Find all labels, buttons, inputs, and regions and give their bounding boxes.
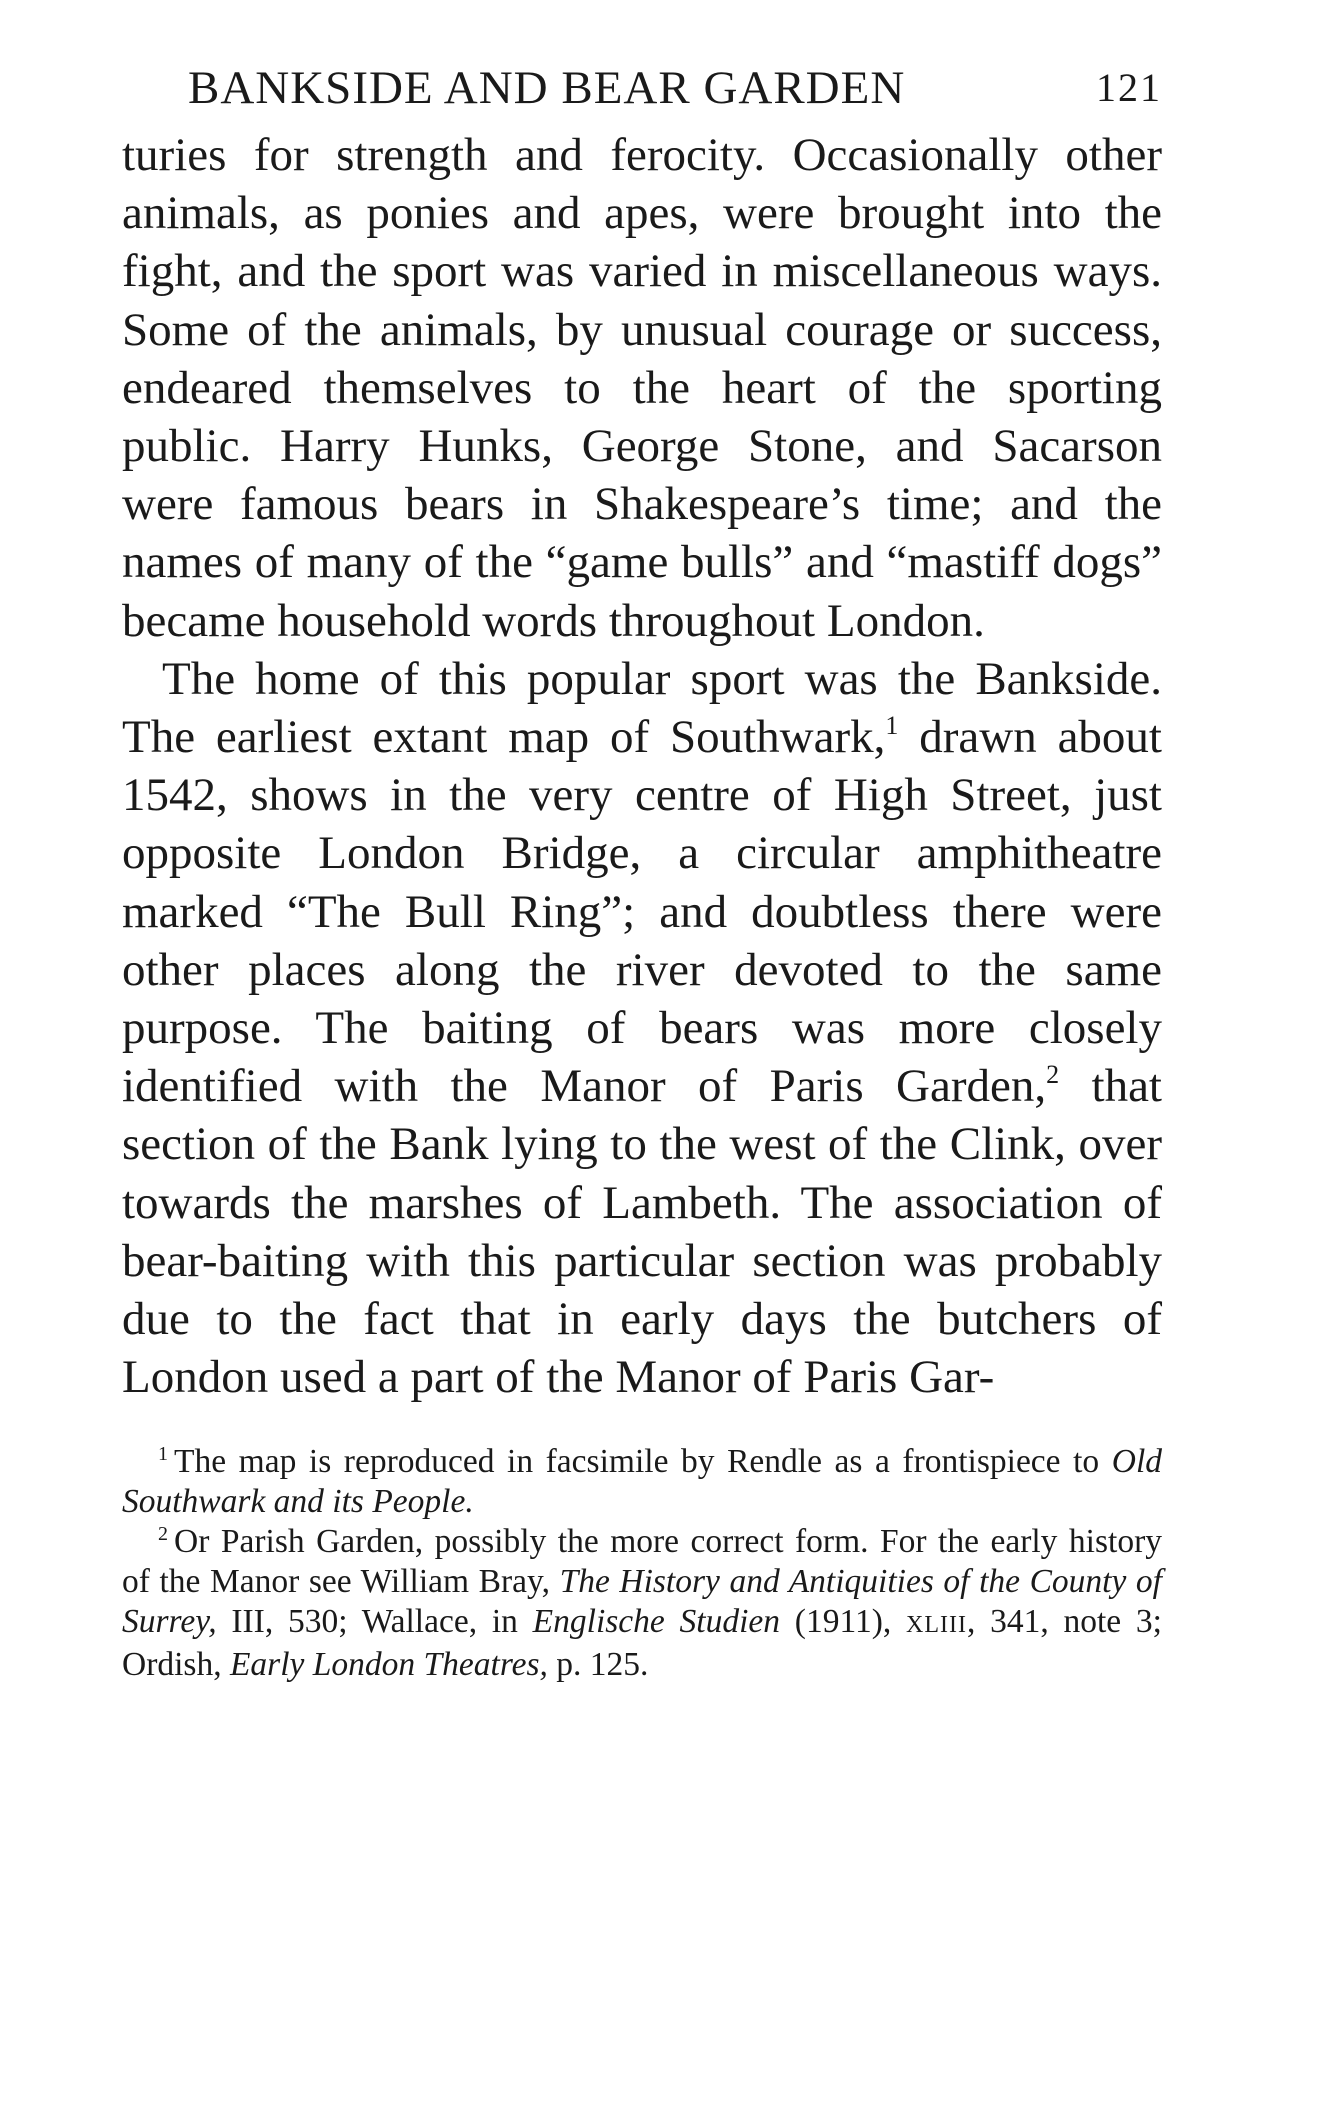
paragraph-2-part-3: that section of the Bank lying to the west of the Clink, over towards the marshes of Lambeth. The association of bear-baiting with this particular section was probably due to the fact that in early days the butchers of London used a part of the Manor of Paris Gar-: [122, 1060, 1162, 1404]
footnote-2-text-c: (1911),: [780, 1603, 906, 1641]
footnote-2-title-d: Early London Theatres,: [229, 1646, 548, 1684]
footnote-2-text-e: p. 125.: [547, 1646, 649, 1684]
footnotes: [122, 1442, 1162, 1685]
paragraph-2-part-2: drawn about 1542, shows in the very centre of High Street, just opposite London Bridge, a circular amphitheatre marked “The Bull Ring”; and doubtless there were other places along the river devoted to the same purpose. The baiting of bears was more closely identified with the Manor of Paris Garden,: [122, 711, 1162, 1113]
footnote-2-text-d: , 341, note 3; Ordish,: [122, 1603, 1162, 1684]
footnote-1-mark: 1: [158, 1443, 168, 1466]
running-header: [122, 56, 1162, 120]
running-title: BANKSIDE AND BEAR GARDEN: [188, 62, 906, 114]
paragraph-2: [122, 650, 1162, 1407]
footnote-2: [122, 1522, 1162, 1685]
footnote-2-title-a: The History and Antiquities of the County of Surrey,: [122, 1563, 1162, 1641]
footnote-2-volume: XLIII: [906, 1612, 967, 1639]
footnote-1: [122, 1442, 1162, 1522]
footnote-2-title-b: Englische Studien: [532, 1603, 781, 1641]
footnote-ref-1[interactable]: 1: [885, 711, 899, 741]
paragraph-1: turies for strength and ferocity. Occasionally other animals, as ponies and apes, were brought into the fight, and the sport was varied in miscellaneous ways. Some of the animals, by unusual courage or success, endeared themselves to the heart of the sporting public. Harry Hunks, George Stone, and Sacarson were famous bears in Shakespeare’s time; and the names of many of the “game bulls” and “mastiff dogs” became household words throughout London.: [122, 129, 1162, 647]
paragraph-2-part-1: The home of this popular sport was the Bankside. The earliest extant map of Southwark,: [122, 652, 1162, 764]
footnote-2-mark: 2: [158, 1523, 168, 1546]
footnote-1-title: Old Southwark and its People.: [122, 1443, 1162, 1521]
page-number: 121: [1096, 65, 1162, 110]
footnote-ref-2[interactable]: 2: [1046, 1060, 1060, 1090]
book-page: [122, 56, 1162, 1685]
main-text: [122, 126, 1162, 1406]
footnote-1-text: The map is reproduced in facsimile by Rendle as a frontispiece to: [174, 1443, 1112, 1481]
footnote-2-text-b: III, 530; Wallace, in: [216, 1603, 533, 1641]
footnote-2-text-a: Or Parish Garden, possibly the more correct form. For the early history of the Manor see William Bray,: [122, 1523, 1162, 1601]
